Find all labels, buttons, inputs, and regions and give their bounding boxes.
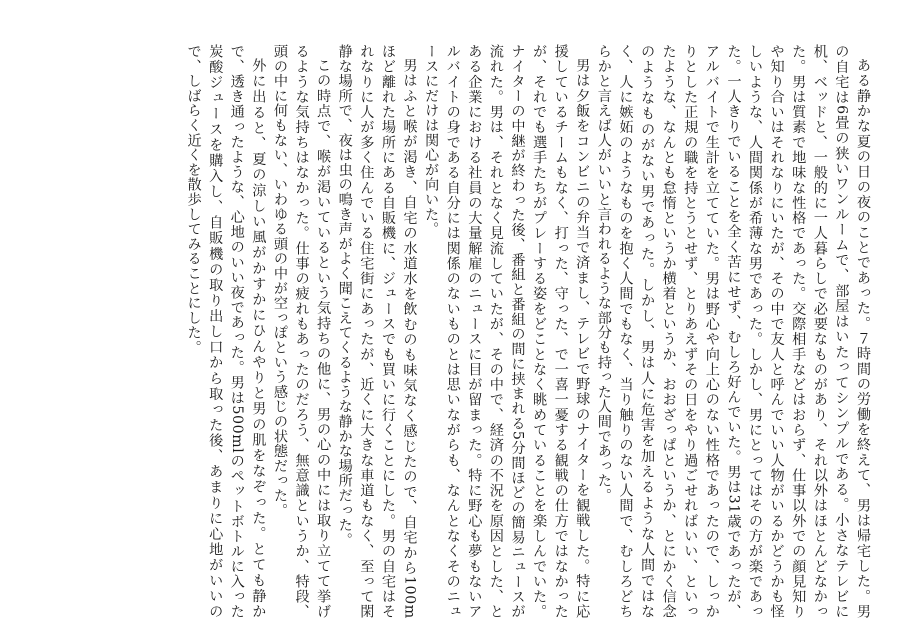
paragraph-2: 男は夕飯をコンビニの弁当で済まし、テレビで野球のナイターを観戦した。特に応援しているチームもなく、打った、守った、で一喜一憂する観戦の仕方ではなかったが、それでも選手たちがプレーする姿をどことなく眺めていることを楽しんでいた。ナイターの中継が終わった後、番組と番組の間に挟まれる5分間ほどの簡易ニュースが流れた。男は、それとなく見流していたが、その中で、経済の不況を原因とした、とある企業における社員の大量解雇のニュースに目が留まった。特に野心も夢もないアルバイトの身である自分には関係のないものとは思いながらも、なんとなくそのニュースにだけは関心が向いた。	[423, 44, 591, 619]
paragraph-1: ある静かな夏の日の夜のことであった。７時間の労働を終えて、男は帰宅した。男の自宅は6畳の狭いワンルームで、部屋はいたってシンプルである。小さなテレビに机、ベッドと、一般的に一人暮らしで必要なものがあり、それ以外はほとんどなかった。男は質素で地味な性格であった。交際相手などはおらず、仕事以外での顔見知りや知り合いはそれなりにいたが、その中で友人と呼んでいい人物がいるかどうかも怪しいような、人間関係が希薄な男であった。しかし、男にとってはその方が楽であった。一人きりでいることを全く苦にせず、むしろ好んでいた。男は31歳であったが、アルバイトで生計を立てていた。男は野心や向上心のない性格であったので、しっかりとした正規の職を持とうとせず、とりあえずその日をやり過ごせればいい、といったような、なんとも怠惰というか横着というか、おおざっぱというか、とにかく信念のようなものがない男であった。しかし、男は人に危害を加えるような人間ではなく、人に嫉妬のようなものを抱く人間でもなく、当り触りのない人間で、むしろどちらかと言えば人がいいと言われるような部分も持った人間であった。	[595, 44, 871, 619]
paragraph-5: 外に出ると、夏の涼しい風がかすかにひんやりと男の肌をなぞった。とても静かで、透き通ったような、心地のいい夜であった。男は500mlのペットボトルに入った炭酸ジュースを購入し、自販機の取り出し口から取った後、あまりに心地がいいので、しばらく近くを散歩してみることにした。	[185, 44, 267, 619]
paragraph-4: この時点で、喉が渇いているという気持ちの他に、男の心の中には取り立てて挙げるような気持ちはなかった。仕事の疲れもあったのだろう、無意識というか、特段、頭の中に何もない、いわゆる頭の中が空っぽという感じの状態だった。	[271, 44, 332, 619]
vertical-text-body	[23, 44, 873, 619]
paragraph-3: 男はふと喉が渇き、自宅の水道水を飲むのも味気なく感じたので、自宅から100mほど離れた場所にある自販機に、ジュースでも買いに行くことにした。男の自宅はそれなりに人が多く住んでいる住宅街にあったが、近くに大きな車道もなく、至って閑静な場所で、夜は虫の鳴き声がよく聞こえてくるような静かな場所だった。	[336, 44, 418, 619]
